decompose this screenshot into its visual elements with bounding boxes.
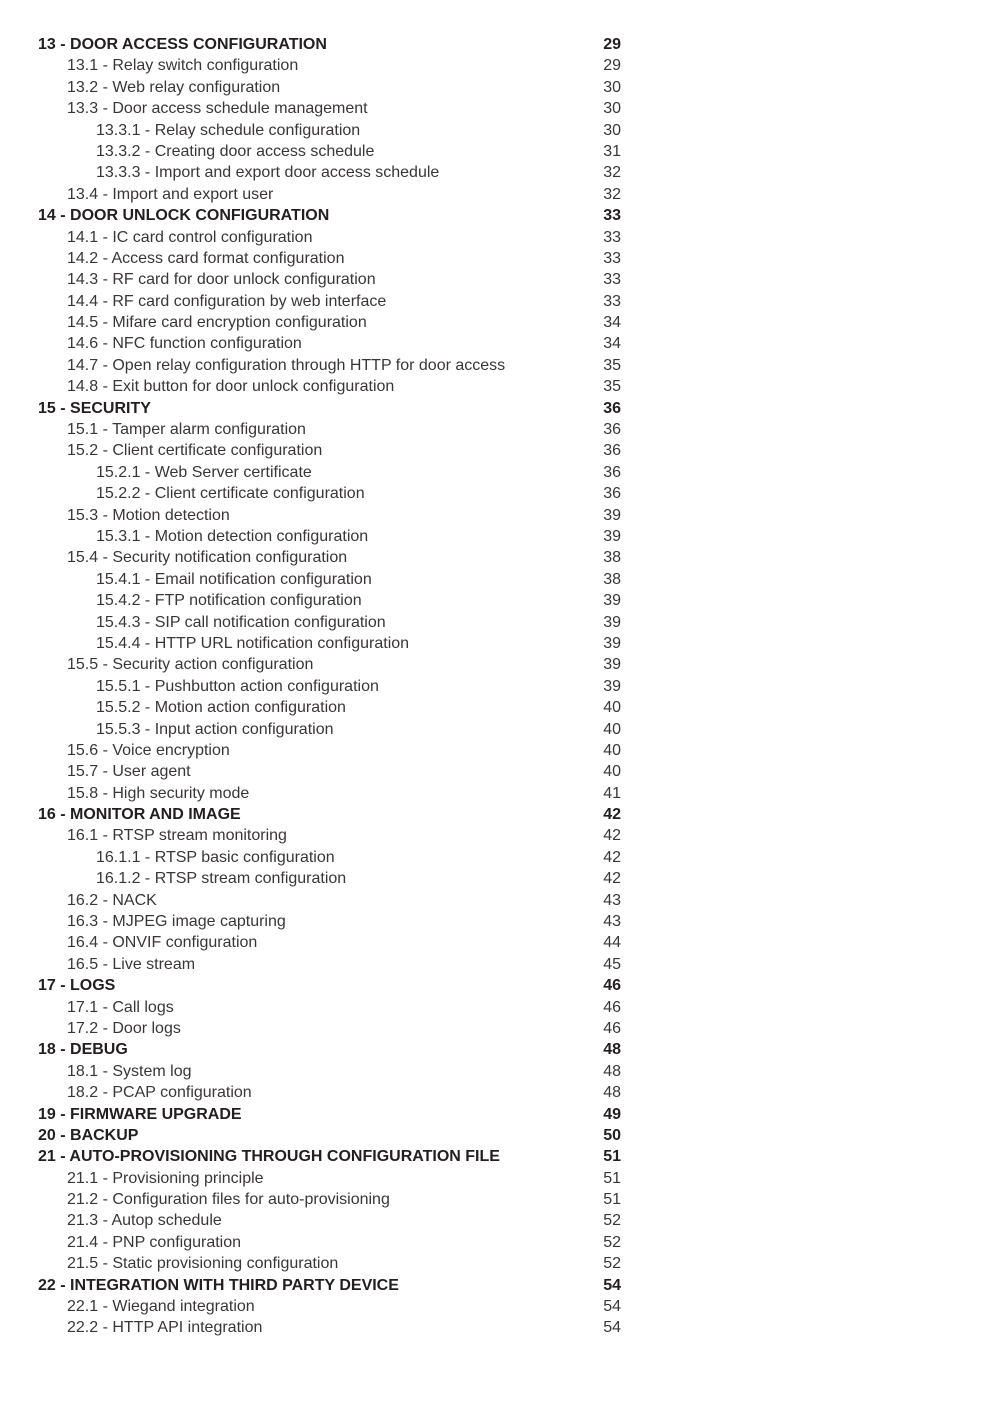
toc-entry-page-number: 54: [603, 1298, 621, 1316]
toc-entry-title: 13 - DOOR ACCESS CONFIGURATION: [38, 36, 327, 53]
toc-section-entry[interactable]: [38, 975, 621, 996]
toc-entry-title: 15.5 - Security action configuration: [67, 656, 314, 674]
toc-section-entry[interactable]: [38, 205, 621, 226]
toc-entry-title: 22.2 - HTTP API integration: [67, 1319, 263, 1337]
toc-entry-page-number: 39: [603, 592, 621, 610]
toc-entry-title: 16.1 - RTSP stream monitoring: [67, 827, 287, 845]
toc-subsubsection-entry[interactable]: [38, 633, 621, 654]
toc-entry-page-number: 38: [603, 549, 621, 567]
toc-subsubsection-entry[interactable]: [38, 462, 621, 483]
toc-entry-page-number: 45: [603, 955, 621, 973]
toc-entry-title: 14.2 - Access card format configuration: [67, 249, 345, 267]
toc-subsubsection-entry[interactable]: [38, 612, 621, 633]
toc-subsection-entry[interactable]: [38, 333, 621, 354]
toc-entry-title: 16.1.1 - RTSP basic configuration: [96, 848, 335, 866]
toc-entry-title: 15.4.3 - SIP call notification configuration: [96, 613, 386, 631]
toc-entry-page-number: 39: [603, 677, 621, 695]
toc-subsection-entry[interactable]: [38, 1061, 621, 1082]
toc-entry-title: 17.2 - Door logs: [67, 1019, 181, 1037]
toc-entry-page-number: 54: [603, 1276, 621, 1294]
toc-subsection-entry[interactable]: [38, 1168, 621, 1189]
toc-entry-title: 13.4 - Import and export user: [67, 185, 274, 203]
toc-entry-title: 19 - FIRMWARE UPGRADE: [38, 1105, 242, 1123]
toc-entry-page-number: 38: [603, 570, 621, 588]
toc-entry-title: 21.2 - Configuration files for auto-provisioning: [67, 1191, 390, 1209]
toc-entry-page-number: 30: [603, 121, 621, 139]
toc-entry-title: 18 - DEBUG: [38, 1041, 128, 1059]
toc-entry-page-number: 35: [603, 356, 621, 374]
toc-entry-page-number: 39: [603, 656, 621, 674]
toc-entry-page-number: 39: [603, 506, 621, 524]
toc-entry-page-number: 40: [603, 763, 621, 781]
toc-entry-title: 13.3.2 - Creating door access schedule: [96, 142, 375, 160]
toc-subsection-entry[interactable]: [38, 1296, 621, 1317]
toc-section-entry[interactable]: [38, 398, 621, 419]
toc-entry-title: 21.4 - PNP configuration: [67, 1233, 242, 1251]
toc-entry-title: 15.6 - Voice encryption: [67, 741, 230, 759]
toc-entry-title: 18.1 - System log: [67, 1062, 192, 1080]
toc-entry-page-number: 43: [603, 891, 621, 909]
table-of-contents: [38, 34, 621, 1339]
toc-subsection-entry[interactable]: [38, 248, 621, 269]
toc-subsubsection-entry[interactable]: [38, 697, 621, 718]
toc-subsubsection-entry[interactable]: [38, 569, 621, 590]
toc-entry-page-number: 46: [603, 1019, 621, 1037]
toc-entry-title: 22 - INTEGRATION WITH THIRD PARTY DEVICE: [38, 1276, 399, 1294]
toc-entry-title: 14 - DOOR UNLOCK CONFIGURATION: [38, 207, 330, 225]
toc-entry-page-number: 33: [603, 292, 621, 310]
toc-entry-page-number: 42: [603, 870, 621, 888]
toc-subsection-entry[interactable]: [38, 783, 621, 804]
toc-entry-page-number: 36: [603, 442, 621, 460]
toc-entry-title: 13.2 - Web relay configuration: [67, 78, 281, 96]
toc-entry-title: 15.1 - Tamper alarm configuration: [67, 421, 306, 439]
toc-subsection-entry[interactable]: [38, 761, 621, 782]
toc-entry-title: 13.3 - Door access schedule management: [67, 100, 368, 118]
toc-entry-title: 13.1 - Relay switch configuration: [67, 57, 299, 75]
toc-entry-title: 22.1 - Wiegand integration: [67, 1298, 255, 1316]
toc-entry-title: 21.1 - Provisioning principle: [67, 1169, 264, 1187]
toc-subsection-entry[interactable]: [38, 1082, 621, 1103]
toc-section-entry[interactable]: [38, 1125, 621, 1146]
toc-entry-page-number: 36: [603, 421, 621, 439]
toc-entry-page-number: 46: [603, 998, 621, 1016]
toc-entry-title: 17.1 - Call logs: [67, 998, 174, 1016]
toc-entry-page-number: 36: [603, 463, 621, 481]
toc-entry-page-number: 34: [603, 314, 621, 332]
toc-entry-title: 17 - LOGS: [38, 977, 116, 995]
toc-subsection-entry[interactable]: [38, 654, 621, 675]
toc-subsection-entry[interactable]: [38, 440, 621, 461]
toc-subsection-entry[interactable]: [38, 98, 621, 119]
toc-entry-title: 14.5 - Mifare card encryption configuration: [67, 314, 367, 332]
toc-subsection-entry[interactable]: [38, 911, 621, 932]
toc-subsection-entry[interactable]: [38, 355, 621, 376]
toc-entry-title: 15.4.4 - HTTP URL notification configuration: [96, 634, 410, 652]
toc-subsection-entry[interactable]: [38, 740, 621, 761]
toc-entry-page-number: 30: [603, 100, 621, 118]
toc-entry-page-number: 29: [603, 57, 621, 75]
toc-subsection-entry[interactable]: [38, 291, 621, 312]
toc-entry-page-number: 39: [603, 613, 621, 631]
toc-entry-title: 15.7 - User agent: [67, 763, 191, 781]
toc-subsection-entry[interactable]: [38, 419, 621, 440]
toc-entry-page-number: 42: [603, 827, 621, 845]
toc-entry-title: 15.2.2 - Client certificate configuration: [96, 485, 365, 503]
toc-entry-page-number: 42: [603, 848, 621, 866]
toc-entry-page-number: 34: [603, 335, 621, 353]
toc-entry-page-number: 33: [603, 228, 621, 246]
toc-entry-page-number: 30: [603, 78, 621, 96]
toc-subsection-entry[interactable]: [38, 1210, 621, 1231]
toc-subsubsection-entry[interactable]: [38, 719, 621, 740]
toc-entry-title: 21.3 - Autop schedule: [67, 1212, 222, 1230]
toc-entry-page-number: 54: [603, 1319, 621, 1337]
toc-entry-title: 15.8 - High security mode: [67, 784, 250, 802]
toc-entry-page-number: 51: [603, 1148, 621, 1166]
toc-entry-page-number: 36: [603, 399, 621, 417]
toc-entry-page-number: 40: [603, 741, 621, 759]
toc-subsubsection-entry[interactable]: [38, 483, 621, 504]
toc-entry-page-number: 43: [603, 913, 621, 931]
toc-subsubsection-entry[interactable]: [38, 120, 621, 141]
toc-entry-page-number: 31: [603, 142, 621, 160]
toc-entry-page-number: 41: [603, 784, 621, 802]
toc-entry-title: 20 - BACKUP: [38, 1126, 139, 1144]
toc-section-entry[interactable]: [38, 804, 621, 825]
toc-entry-page-number: 33: [603, 207, 621, 225]
toc-entry-page-number: 52: [603, 1255, 621, 1273]
toc-entry-title: 14.4 - RF card configuration by web interface: [67, 292, 387, 310]
toc-subsubsection-entry[interactable]: [38, 590, 621, 611]
toc-entry-title: 16.4 - ONVIF configuration: [67, 934, 258, 952]
toc-entry-page-number: 46: [603, 977, 621, 995]
toc-entry-title: 13.3.3 - Import and export door access schedule: [96, 164, 440, 182]
toc-entry-page-number: 39: [603, 527, 621, 545]
toc-subsubsection-entry[interactable]: [38, 676, 621, 697]
toc-subsection-entry[interactable]: [38, 1317, 621, 1338]
toc-entry-title: 15.4.2 - FTP notification configuration: [96, 592, 362, 610]
toc-entry-page-number: 49: [603, 1105, 621, 1123]
toc-section-entry[interactable]: [38, 1146, 621, 1167]
toc-entry-title: 16.3 - MJPEG image capturing: [67, 913, 286, 931]
toc-subsection-entry[interactable]: [38, 1018, 621, 1039]
toc-entry-title: 15 - SECURITY: [38, 399, 151, 417]
toc-subsection-entry[interactable]: [38, 227, 621, 248]
toc-subsection-entry[interactable]: [38, 312, 621, 333]
toc-entry-title: 16 - MONITOR AND IMAGE: [38, 806, 241, 824]
toc-entry-page-number: 33: [603, 271, 621, 289]
toc-entry-page-number: 42: [603, 806, 621, 824]
toc-subsection-entry[interactable]: [38, 269, 621, 290]
toc-entry-page-number: 40: [603, 720, 621, 738]
toc-subsection-entry[interactable]: [38, 825, 621, 846]
toc-entry-page-number: 48: [603, 1084, 621, 1102]
toc-entry-title: 14.8 - Exit button for door unlock configuration: [67, 378, 395, 396]
toc-entry-page-number: 32: [603, 185, 621, 203]
toc-subsection-entry[interactable]: [38, 954, 621, 975]
toc-entry-title: 14.1 - IC card control configuration: [67, 228, 313, 246]
toc-section-entry[interactable]: [38, 1104, 621, 1125]
toc-entry-page-number: 44: [603, 934, 621, 952]
toc-subsection-entry[interactable]: [38, 505, 621, 526]
toc-entry-page-number: 51: [603, 1191, 621, 1209]
toc-subsection-entry[interactable]: [38, 376, 621, 397]
toc-entry-title: 15.2 - Client certificate configuration: [67, 442, 323, 460]
toc-entry-title: 15.3 - Motion detection: [67, 506, 230, 524]
toc-entry-title: 15.5.1 - Pushbutton action configuration: [96, 677, 379, 695]
toc-entry-title: 15.5.2 - Motion action configuration: [96, 699, 346, 717]
toc-entry-page-number: 40: [603, 699, 621, 717]
toc-entry-title: 16.2 - NACK: [67, 891, 157, 909]
toc-entry-title: 16.1.2 - RTSP stream configuration: [96, 870, 347, 888]
toc-subsubsection-entry[interactable]: [38, 847, 621, 868]
toc-entry-title: 14.3 - RF card for door unlock configuration: [67, 271, 376, 289]
toc-entry-page-number: 52: [603, 1212, 621, 1230]
toc-subsubsection-entry[interactable]: [38, 526, 621, 547]
toc-entry-page-number: 36: [603, 485, 621, 503]
toc-entry-title: 14.6 - NFC function configuration: [67, 335, 302, 353]
toc-subsection-entry[interactable]: [38, 997, 621, 1018]
toc-subsection-entry[interactable]: [38, 184, 621, 205]
toc-subsection-entry[interactable]: [38, 932, 621, 953]
toc-entry-page-number: 52: [603, 1233, 621, 1251]
toc-entry-page-number: 32: [603, 164, 621, 182]
toc-subsection-entry[interactable]: [38, 547, 621, 568]
toc-subsection-entry[interactable]: [38, 55, 621, 76]
toc-entry-title: 15.3.1 - Motion detection configuration: [96, 527, 369, 545]
toc-subsubsection-entry[interactable]: [38, 868, 621, 889]
toc-subsubsection-entry[interactable]: [38, 141, 621, 162]
toc-entry-page-number: 51: [603, 1169, 621, 1187]
toc-entry-title: 21 - AUTO-PROVISIONING THROUGH CONFIGURATION FILE: [38, 1148, 500, 1166]
toc-entry-title: 15.4.1 - Email notification configuration: [96, 570, 372, 588]
toc-entry-page-number: 35: [603, 378, 621, 396]
toc-entry-page-number: 33: [603, 249, 621, 267]
toc-subsection-entry[interactable]: [38, 1232, 621, 1253]
toc-entry-title: 18.2 - PCAP configuration: [67, 1084, 252, 1102]
toc-entry-title: 15.4 - Security notification configuration: [67, 549, 348, 567]
toc-entry-title: 15.5.3 - Input action configuration: [96, 720, 334, 738]
toc-entry-title: 15.2.1 - Web Server certificate: [96, 463, 312, 481]
toc-section-entry[interactable]: [38, 1039, 621, 1060]
toc-subsection-entry[interactable]: [38, 1253, 621, 1274]
toc-entry-page-number: 50: [603, 1126, 621, 1144]
toc-subsection-entry[interactable]: [38, 890, 621, 911]
toc-section-entry[interactable]: [38, 1275, 621, 1296]
toc-subsubsection-entry[interactable]: [38, 162, 621, 183]
toc-subsection-entry[interactable]: [38, 77, 621, 98]
toc-entry-title: 13.3.1 - Relay schedule configuration: [96, 121, 361, 139]
toc-section-entry[interactable]: [38, 34, 621, 55]
toc-entry-title: 21.5 - Static provisioning configuration: [67, 1255, 339, 1273]
toc-entry-title: 14.7 - Open relay configuration through HTTP for door access: [67, 356, 506, 374]
toc-entry-page-number: 48: [603, 1041, 621, 1059]
toc-entry-page-number: 48: [603, 1062, 621, 1080]
toc-subsection-entry[interactable]: [38, 1189, 621, 1210]
toc-entry-page-number: 39: [603, 634, 621, 652]
toc-entry-page-number: 29: [603, 36, 621, 53]
toc-entry-title: 16.5 - Live stream: [67, 955, 196, 973]
